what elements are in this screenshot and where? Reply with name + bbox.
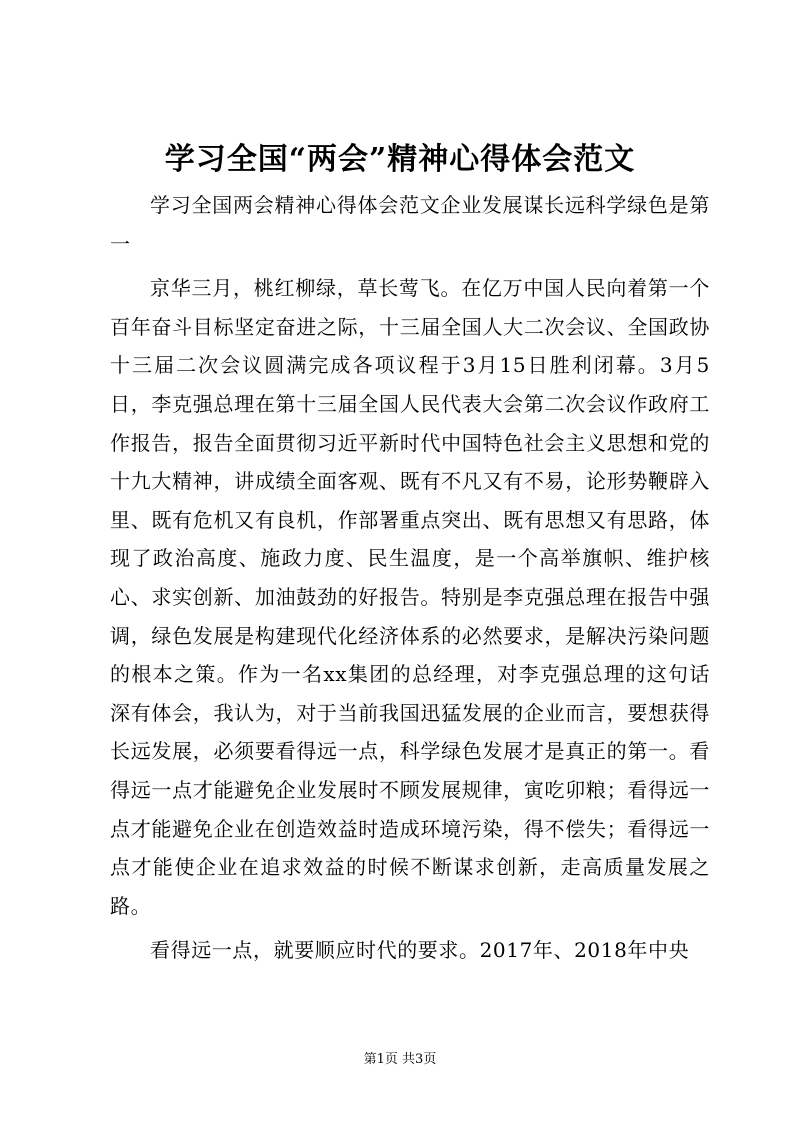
document-body xyxy=(110,186,710,976)
page-footer: 第1页 共3页 xyxy=(363,1052,437,1067)
paragraph-main: 京华三月，桃红柳绿，草长莺飞。在亿万中国人民向着第一个百年奋斗目标坚定奋进之际，十三届全国人大二次会议、全国政协十三届二次会议圆满完成各项议程于3月15日胜利闭幕。3月5日，李克强总理在第十三届全国人民代表大会第二次会议作政府工作报告，报告全面贯彻习近平新时代中国特色社会主义思想和党的十九大精神，讲成绩全面客观、既有不凡又有不易，论形势鞭辟入里、既有危机又有良机，作部署重点突出、既有思想又有思路，体现了政治高度、施政力度、民生温度，是一个高举旗帜、维护核心、求实创新、加油鼓劲的好报告。特别是李克强总理在报告中强调，绿色发展是构建现代化经济体系的必然要求，是解决污染问题的根本之策。作为一名xx集团的总经理，对李克强总理的这句话深有体会，我认为，对于当前我国迅猛发展的企业而言，要想获得长远发展，必须要看得远一点，科学绿色发展才是真正的第一。看得远一点才能避免企业发展时不顾发展规律，寅吃卯粮；看得远一点才能避免企业在创造效益时造成环境污染，得不偿失；看得远一点才能使企业在追求效益的时候不断谋求创新，走高质量发展之路。 xyxy=(110,276,710,918)
paragraph-continuation: 看得远一点，就要顺应时代的要求。2017年、2018年中央 xyxy=(150,938,690,963)
paragraph-intro: 学习全国两会精神心得体会范文企业发展谋长远科学绿色是第一 xyxy=(110,193,710,256)
page-title: 学习全国“两会”精神心得体会范文 xyxy=(164,142,636,177)
